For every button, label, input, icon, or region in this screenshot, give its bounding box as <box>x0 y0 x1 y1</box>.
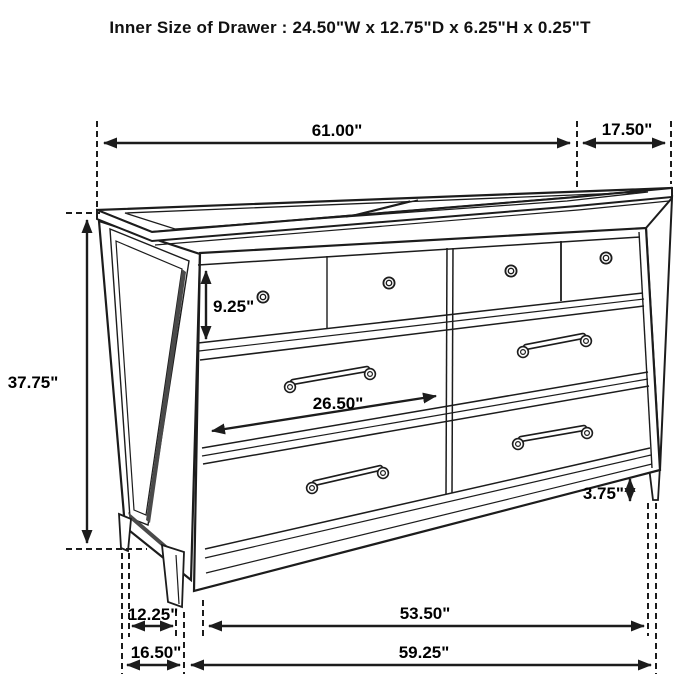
knob-2 <box>383 277 394 288</box>
left-rear-leg <box>119 514 131 551</box>
handle-rosette <box>518 347 529 358</box>
dimension-label: 61.00" <box>311 121 363 140</box>
left-side-panel <box>99 221 200 607</box>
dim-foot-spacing <box>128 605 179 626</box>
handle-rosette <box>513 439 524 450</box>
handle-rosette <box>365 369 376 380</box>
dim-overall-height <box>8 220 87 543</box>
dim-top-depth <box>583 120 665 143</box>
dimension-label: 12.25" <box>127 605 179 624</box>
center-divider-right <box>452 248 453 493</box>
handle-rosette <box>285 382 296 393</box>
dim-base-depth <box>127 643 181 665</box>
dimension-label: 53.50" <box>399 604 451 623</box>
handle-rosette <box>581 336 592 347</box>
handle-rosette <box>307 483 318 494</box>
dimension-label: 26.50" <box>312 394 364 413</box>
dim-inner-base-width <box>209 604 644 626</box>
dimension-label: 3.75" <box>582 484 624 503</box>
knob-outer <box>600 252 611 263</box>
left-front-leg <box>162 545 184 607</box>
dim-top-width <box>104 121 570 143</box>
front-face <box>194 228 660 591</box>
knob-outer <box>505 265 516 276</box>
dimension-label: 37.75" <box>7 373 59 392</box>
knob-outer <box>383 277 394 288</box>
knob-3 <box>505 265 516 276</box>
dimension-label: 16.50" <box>130 643 182 662</box>
dimension-label: 9.25" <box>213 297 255 316</box>
knob-4 <box>600 252 611 263</box>
center-divider-left <box>446 248 447 494</box>
dimension-label: 59.25" <box>398 643 450 662</box>
dim-base-width <box>191 643 651 665</box>
dresser-drawing <box>97 188 672 607</box>
handle-rosette <box>582 428 593 439</box>
knob-outer <box>257 291 268 302</box>
diagram-title: Inner Size of Drawer : 24.50"W x 12.75"D x 6.25"H x 0.25"T <box>109 18 591 37</box>
handle-rosette <box>378 468 389 479</box>
knob-1 <box>257 291 268 302</box>
dimension-label: 17.50" <box>601 120 653 139</box>
